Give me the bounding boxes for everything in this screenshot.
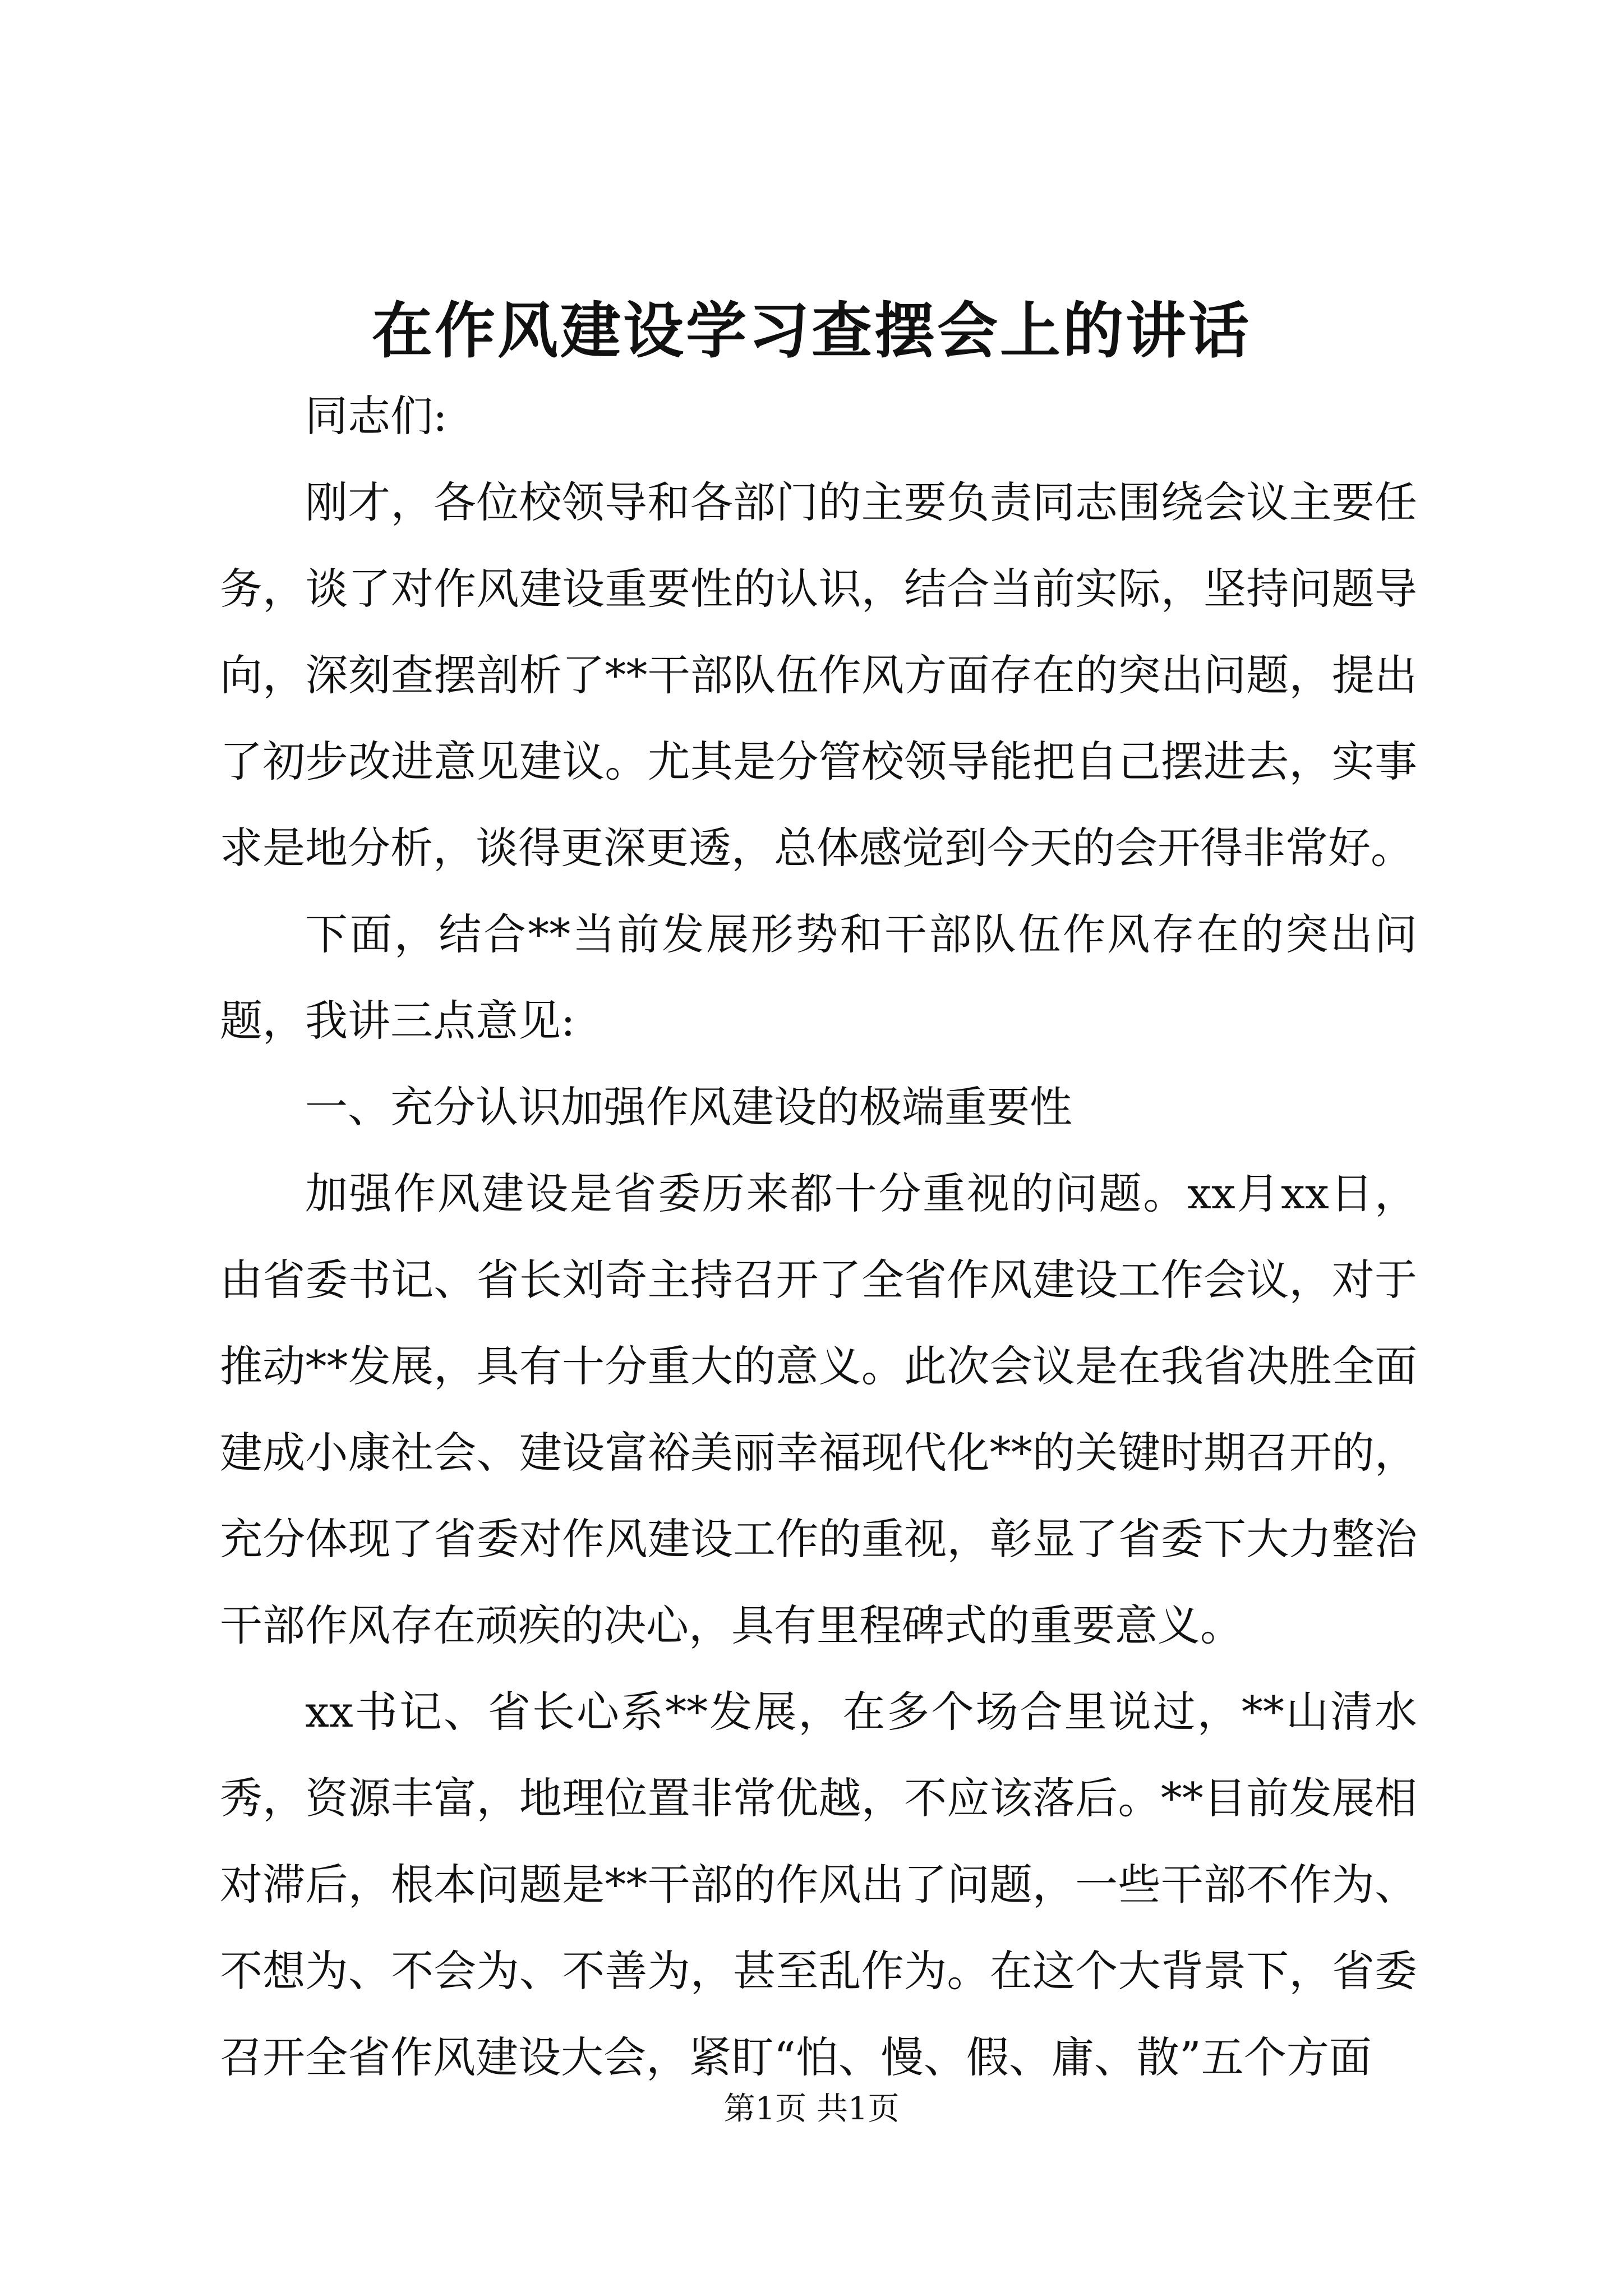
document-body — [220, 373, 1417, 2101]
paragraph: 加强作风建设是省委历来都十分重视的问题。xx月xx日，由省委书记、省长刘奇主持召开了全省作风建设工作会议，对于推动**发展，具有十分重大的意义。此次会议是在我省决胜全面建成小康社会、建设富裕美丽幸福现代化**的关键时期召开的，充分体现了省委对作风建设工作的重视，彰显了省委下大力整治干部作风存在顽疾的决心，具有里程碑式的重要意义。 — [220, 1168, 1417, 1650]
salutation: 同志们: — [305, 391, 448, 441]
section-heading: 一、充分认识加强作风建设的极端重要性 — [305, 1082, 1072, 1132]
paragraph: 刚才，各位校领导和各部门的主要负责同志围绕会议主要任务，谈了对作风建设重要性的认识，结合当前实际，坚持问题导向，深刻查摆剖析了**干部队伍作风方面存在的突出问题，提出了初步改进意见建议。尤其是分管校领导能把自己摆进去，实事求是地分析，谈得更深更透，总体感觉到今天的会开得非常好。 — [220, 477, 1417, 873]
paragraph: 下面，结合**当前发展形势和干部队伍作风存在的突出问题，我讲三点意见: — [220, 909, 1417, 1046]
paragraph: xx书记、省长心系**发展，在多个场合里说过，**山清水秀，资源丰富，地理位置非常优越，不应该落后。**目前发展相对滞后，根本问题是**干部的作风出了问题，一些干部不作为、不想为、不会为、不善为，甚至乱作为。在这个大背景下，省委召开全省作风建设大会，紧盯“怕、慢、假、庸、散”五个方面 — [220, 1687, 1417, 2082]
document-title: 在作风建设学习查摆会上的讲话 — [371, 296, 1251, 366]
page-footer: 第1页 共1页 — [723, 2091, 900, 2127]
